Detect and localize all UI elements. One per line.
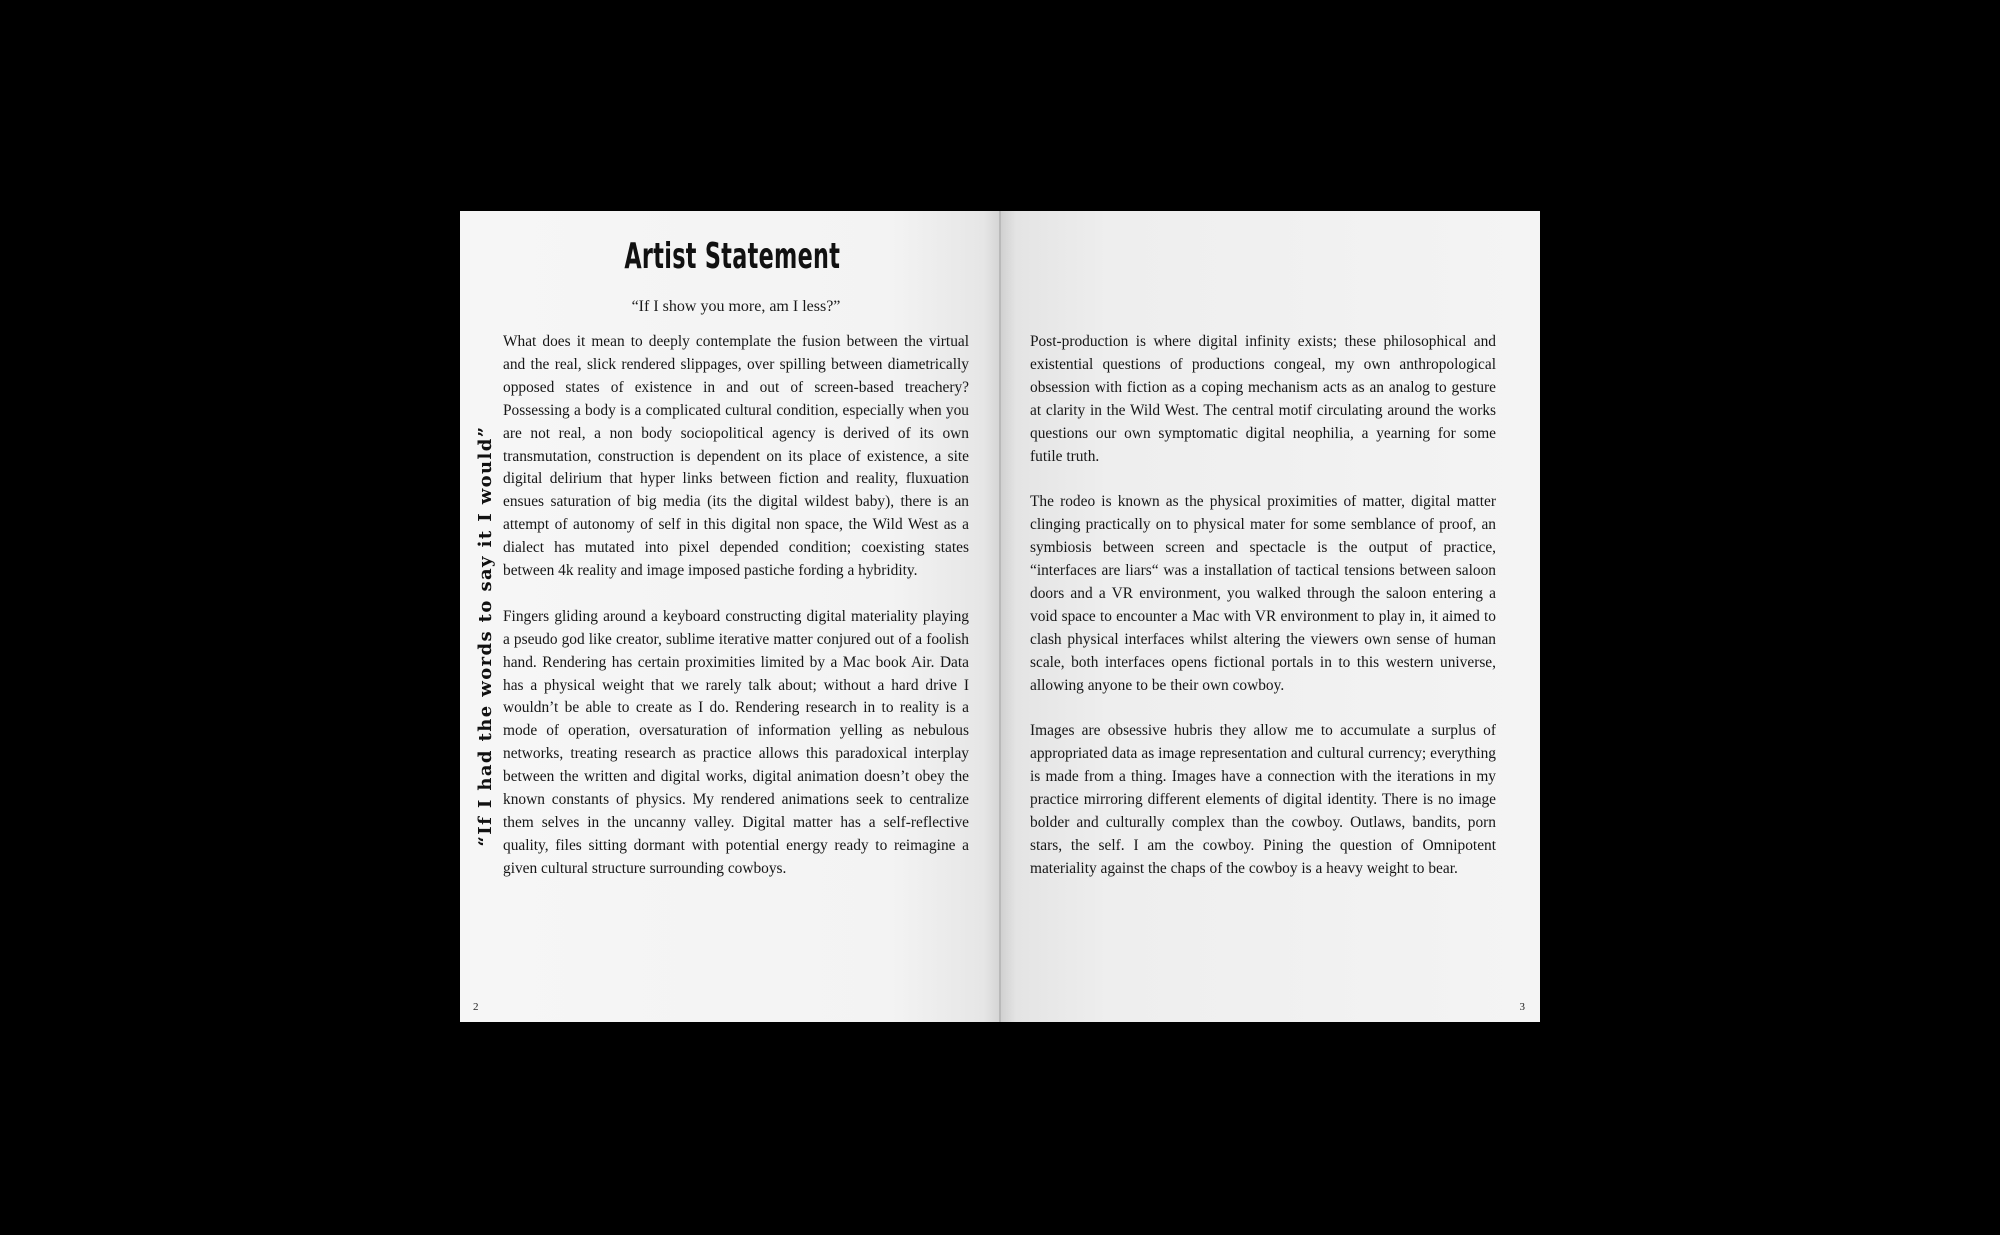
page-subtitle: “If I show you more, am I less?” [631,298,841,315]
right-page [1000,211,1540,1022]
page-number-right: 3 [1519,1001,1525,1013]
vertical-side-quote: “If I had the words to say it I would” [475,425,496,847]
right-text-column [1030,331,1496,904]
paragraph: Fingers gliding around a keyboard constructing digital materiality playing a pseudo god like creator, sublime iterative matter conjured out of a foolish hand. Rendering has certain proximities limited by a Mac book Air. Data has a physical weight that we rarely talk about; without a hard drive I wouldn’t be able to create as I do. Rendering research in to reality is a mode of operation, oversaturation of information yelling as nebulous networks, treating research as practice allows this paradoxical interplay between the written and digital works, digital animation doesn’t obey the known constants of physics. My rendered animations seek to centralize them selves in the uncanny valley. Digital matter has a self-reflective quality, files sitting dormant with potential energy ready to reimagine a given cultural structure surrounding cowboys. [503,607,969,877]
paragraph: What does it mean to deeply contemplate the fusion between the virtual and the real, slick rendered slippages, over spilling between diametrically opposed states of existence in and out of screen-based treachery? Possessing a body is a complicated cultural condition, especially when you are not real, a non body sociopolitical agency is derived of its own transmutation, construction is dependent on its place of existence, a site digital delirium that hyper links between fiction and reality, fluxuation ensues saturation of big media (its the digital wildest baby), there is an attempt of autonomy of self in this digital non space, the Wild West as a dialect has mutated into pixel depended condition; coexisting states between 4k reality and image imposed pastiche fording a hybridity. [503,333,969,580]
paragraph: Post-production is where digital infinity exists; these philosophical and existential questions of productions congeal, my own anthropological obsession with fiction as a coping mechanism acts as an analog to gesture at clarity in the Wild West. The central motif circulating around the works questions our own symptomatic digital neophilia, a yearning for some futile truth. [1030,333,1496,465]
booklet-spread [460,211,1540,1022]
left-page [460,211,1000,1022]
left-text-column [503,331,969,904]
paragraph: The rodeo is known as the physical proximities of matter, digital matter clinging practically on to physical mater for some semblance of proof, an symbiosis between screen and spectacle is the output of practice, “interfaces are liars“ was a installation of tactical tensions between saloon doors and a VR environment, you walked through the saloon entering a void space to encounter a Mac with VR environment to play in, it aimed to clash physical interfaces whilst altering the viewers own sense of human scale, both interfaces opens fictional portals in to this western universe, allowing anyone to be their own cowboy. [1030,493,1496,694]
book-spine-fold [999,211,1001,1022]
page-number-left: 2 [473,1001,479,1013]
page-title: Artist Statement [624,236,841,277]
paragraph: Images are obsessive hubris they allow me to accumulate a surplus of appropriated data as image representation and cultural currency; everything is made from a thing. Images have a connection with the iterations in my practice mirroring different elements of digital identity. There is no image bolder and culturally complex than the cowboy. Outlaws, bandits, porn stars, the self. I am the cowboy. Pining the question of Omnipotent materiality against the chaps of the cowboy is a heavy weight to bear. [1030,722,1496,877]
